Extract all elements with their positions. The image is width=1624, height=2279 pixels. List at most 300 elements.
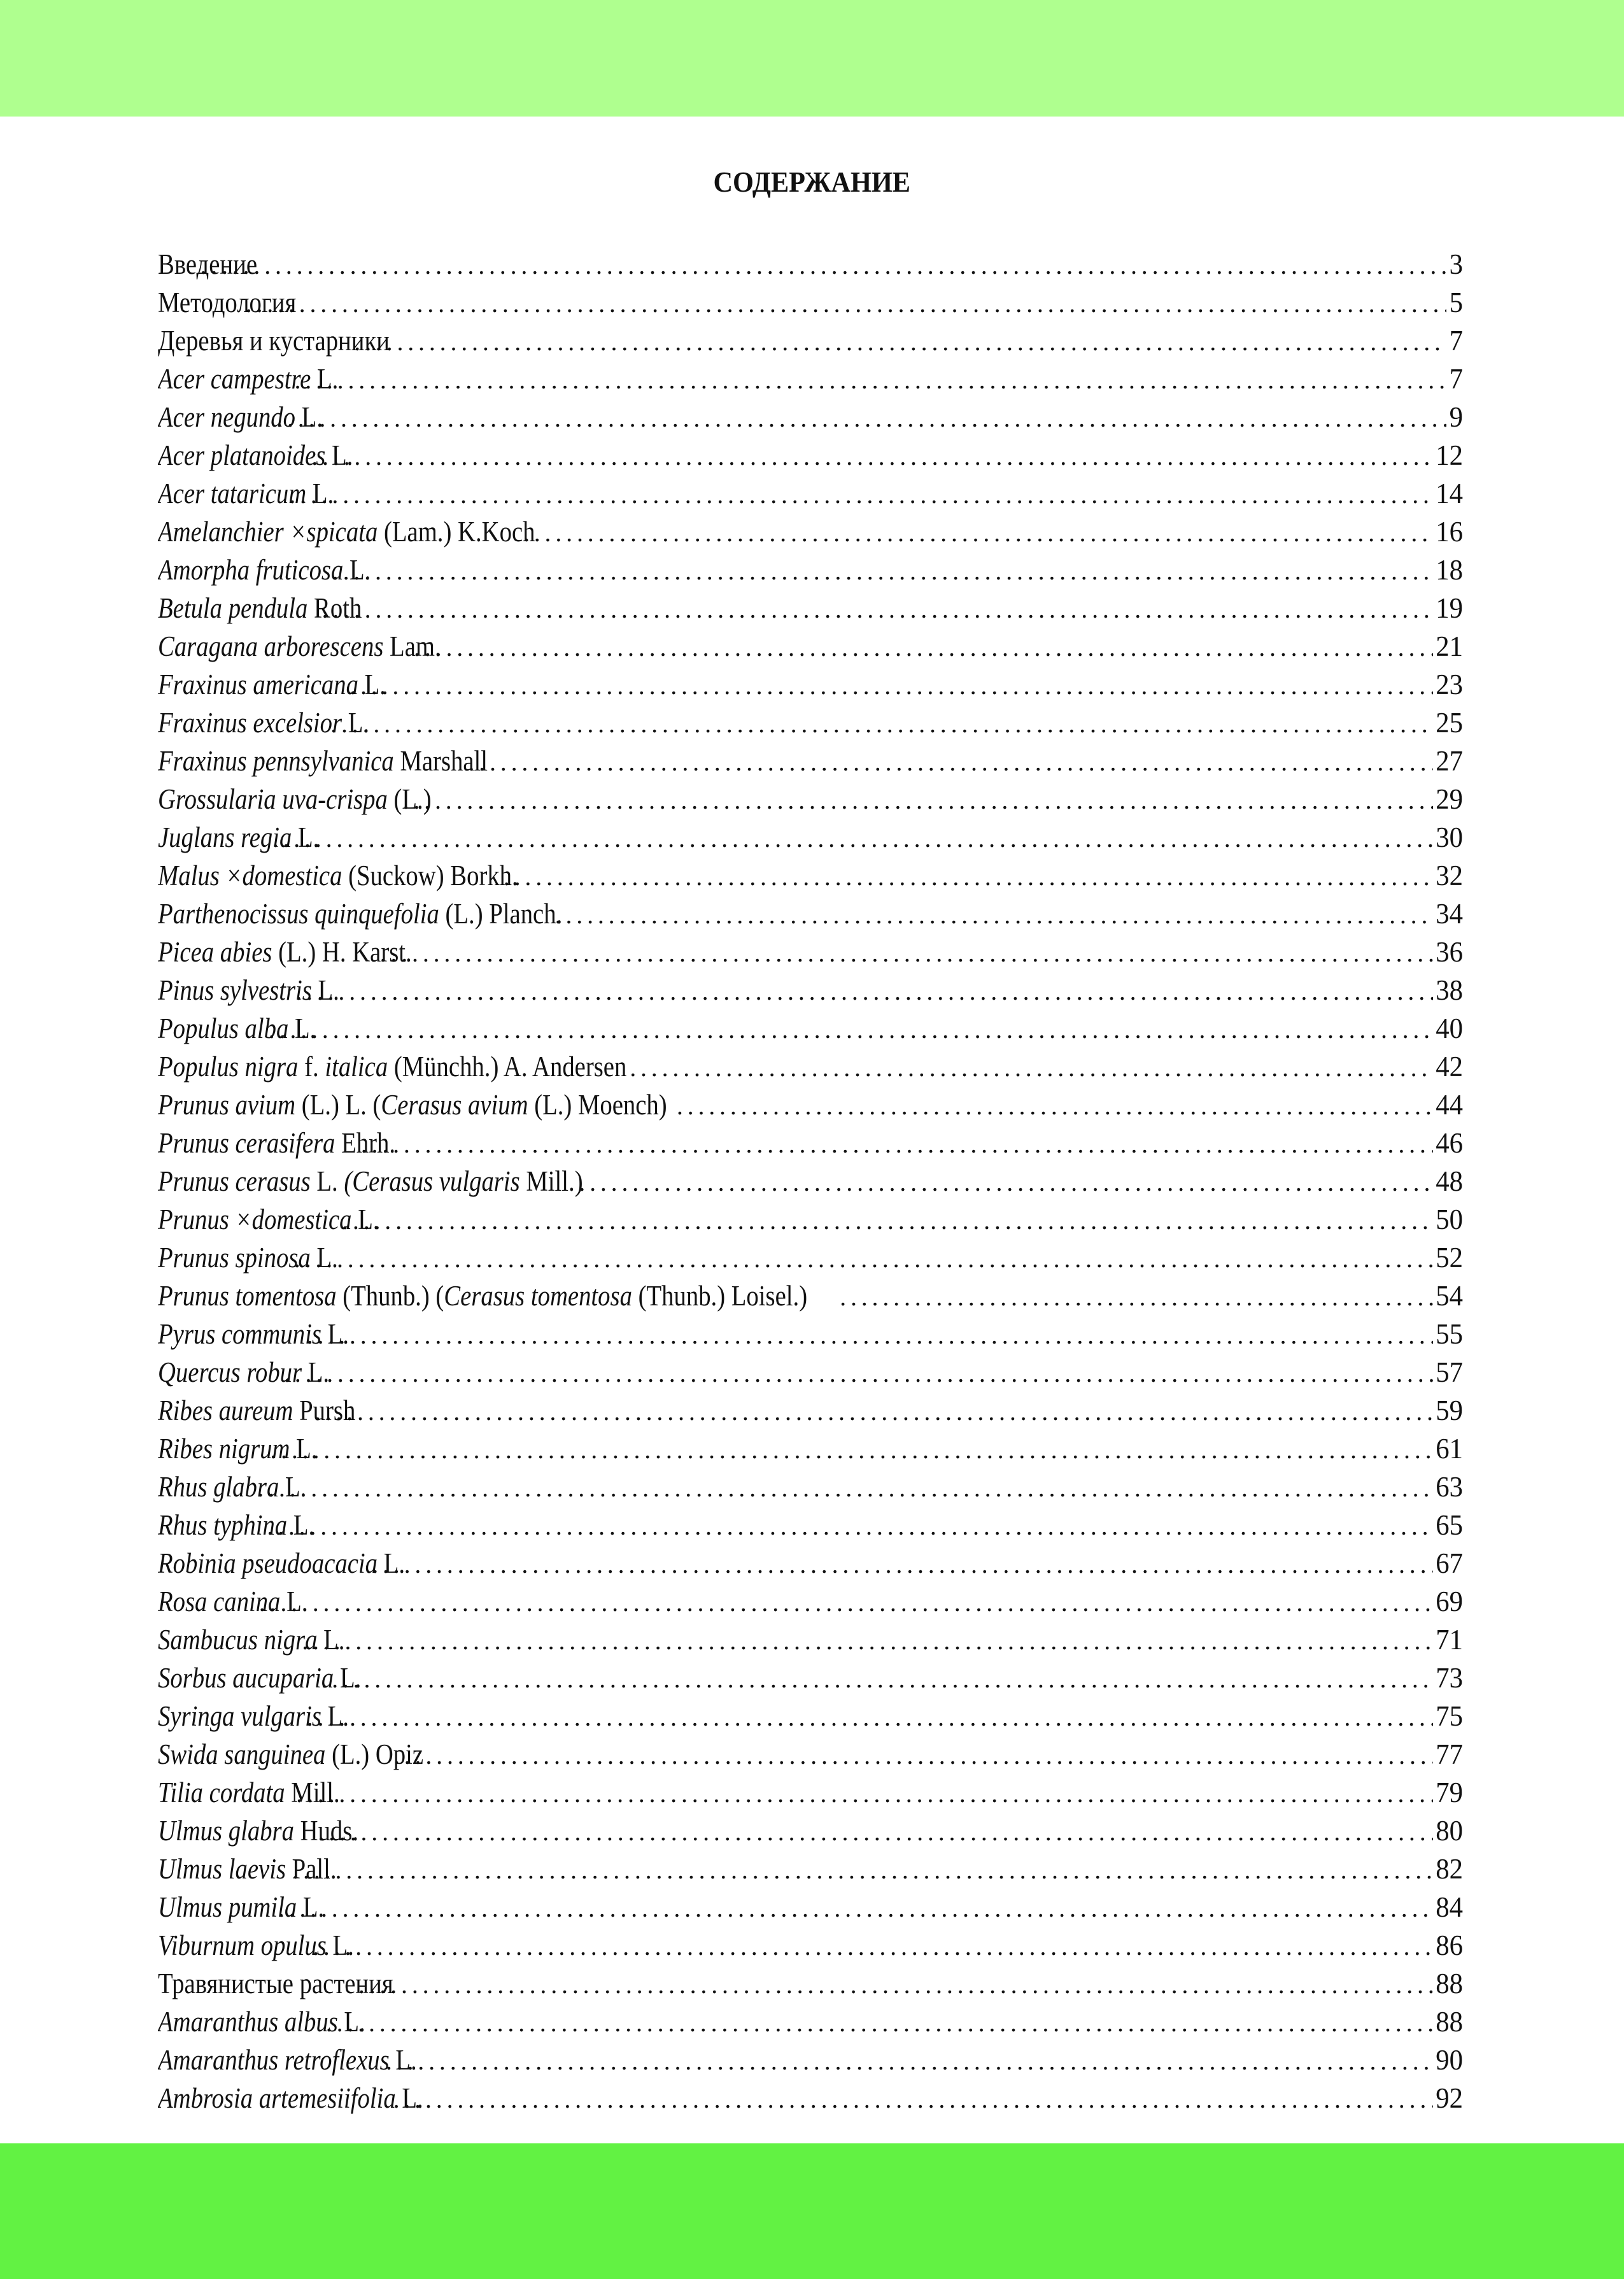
toc-entry-title — [158, 2041, 417, 2079]
toc-entry-title — [158, 1812, 358, 1850]
dot-leader — [294, 361, 1446, 398]
dot-leader — [326, 2004, 1433, 2041]
toc-entry-title — [158, 1544, 405, 1582]
dot-leader — [342, 1202, 1433, 1239]
dot-leader — [295, 972, 1433, 1009]
species-name-italic: Betula pendula — [158, 592, 308, 624]
toc-entry[interactable] — [158, 360, 1463, 398]
species-name-italic: Prunus cerasus — [158, 1165, 311, 1197]
species-name-italic: Fraxinus americana — [158, 669, 358, 700]
species-name-italic: Robinia pseudoacacia — [158, 1547, 378, 1579]
dot-leader — [307, 1698, 1433, 1735]
toc-entry[interactable] — [158, 1124, 1463, 1162]
toc-entry-title — [158, 1468, 306, 1506]
page-number: 86 — [1436, 1929, 1463, 1961]
toc-entry[interactable] — [158, 933, 1463, 971]
species-name-italic: Fraxinus pennsylvanica — [158, 745, 394, 777]
dot-leader — [246, 285, 1446, 322]
toc-entry[interactable] — [158, 589, 1463, 627]
toc-entry-title — [158, 933, 412, 971]
toc-entry[interactable] — [158, 1353, 1463, 1391]
entry-text: (L.) Planch. — [439, 898, 563, 930]
toc-entry-title — [158, 1047, 626, 1086]
species-name-italic: Viburnum opulus — [158, 1929, 327, 1961]
toc-entry-title — [158, 474, 334, 513]
dot-leader — [278, 1889, 1433, 1926]
toc-entry-title — [158, 895, 562, 933]
page-number: 90 — [1436, 2044, 1463, 2076]
dot-leader — [386, 2042, 1433, 2079]
toc-entry[interactable] — [158, 742, 1463, 780]
species-name-italic: Fraxinus excelsior — [158, 707, 342, 739]
toc-entry[interactable] — [158, 1391, 1463, 1430]
toc-entry[interactable] — [158, 1735, 1463, 1773]
dot-leader — [276, 399, 1446, 436]
species-name-italic: Sorbus aucuparia — [158, 1662, 334, 1694]
page-number: 59 — [1436, 1395, 1463, 1426]
dot-leader — [302, 1622, 1433, 1659]
species-name-italic: Tilia cordata — [158, 1777, 285, 1808]
dot-leader — [380, 934, 1433, 971]
page-number: 14 — [1436, 478, 1463, 509]
toc-entry-title — [158, 360, 338, 398]
species-name-italic: Cerasus avium — [381, 1089, 528, 1121]
page-number: 46 — [1436, 1127, 1463, 1159]
species-name-italic: Ulmus laevis — [158, 1853, 286, 1885]
page-number: 38 — [1436, 974, 1463, 1006]
toc-entry[interactable] — [158, 704, 1463, 742]
entry-text: (L.) H. Karst. — [272, 936, 412, 968]
page-number: 7 — [1449, 363, 1463, 395]
toc-entry[interactable] — [158, 1582, 1463, 1621]
page-number: 32 — [1436, 860, 1463, 891]
entry-text: L. — [389, 2044, 417, 2076]
entry-text: Huds. — [293, 1815, 359, 1847]
page-number: 77 — [1436, 1738, 1463, 1770]
page-number: 52 — [1436, 1242, 1463, 1274]
page-number: 23 — [1436, 669, 1463, 700]
toc-entry-title — [158, 1009, 316, 1047]
entry-text: Mill. — [285, 1777, 340, 1808]
species-name-italic: Sambucus nigra — [158, 1624, 318, 1656]
species-name-italic: Caragana arborescens — [158, 630, 384, 662]
toc-entry[interactable] — [158, 1315, 1463, 1353]
page-number: 71 — [1436, 1624, 1463, 1656]
dot-leader — [555, 896, 1433, 933]
page-number: 7 — [1449, 325, 1463, 357]
entry-text: L. — [288, 1012, 316, 1044]
dot-leader — [321, 1660, 1433, 1697]
dot-leader — [292, 1851, 1433, 1888]
species-name-italic: Picea abies — [158, 936, 272, 968]
page-number: 84 — [1436, 1891, 1463, 1923]
toc-entry[interactable] — [158, 780, 1463, 818]
species-name-italic: Ulmus glabra — [158, 1815, 294, 1847]
toc-entry-title — [158, 971, 339, 1009]
entry-text: (Suckow) Borkh. — [342, 860, 518, 891]
toc-entry[interactable] — [158, 2079, 1463, 2117]
dot-leader — [200, 246, 1446, 283]
toc-entry-title — [158, 1926, 354, 1964]
toc-entry[interactable] — [158, 1009, 1463, 1047]
entry-text: (Thunb.) ( — [336, 1280, 444, 1312]
toc-entry[interactable] — [158, 1162, 1463, 1200]
toc-entry-title — [158, 513, 535, 551]
entry-text: L. — [279, 1471, 307, 1503]
dot-leader — [579, 1163, 1433, 1200]
toc-entry-title — [158, 1888, 324, 1926]
page-number: 57 — [1436, 1356, 1463, 1388]
toc-entry-title — [158, 818, 319, 856]
species-name-italic: Quercus robur — [158, 1356, 302, 1388]
species-name-italic: Acer negundo — [158, 401, 296, 433]
toc-entry[interactable] — [158, 1812, 1463, 1850]
entry-text: L. — [306, 478, 334, 509]
species-name-italic: (Cerasus vulgaris — [344, 1165, 520, 1197]
entry-text: L. — [297, 1891, 325, 1923]
top-decorative-band — [0, 0, 1624, 117]
toc-entry-title — [158, 627, 441, 665]
entry-text: L. — [310, 1242, 338, 1274]
entry-text: f. — [298, 1051, 325, 1083]
species-name-italic: Ambrosia artemesiifolia — [158, 2082, 396, 2114]
entry-text: Введение — [158, 248, 257, 280]
toc-entry-title — [158, 1582, 307, 1621]
species-name-italic: Malus ×domestica — [158, 860, 342, 891]
page-number: 40 — [1436, 1012, 1463, 1044]
dot-leader — [468, 743, 1433, 780]
toc-entry-title — [158, 1200, 379, 1239]
toc-entry[interactable] — [158, 1430, 1463, 1468]
toc-entry[interactable] — [158, 1047, 1463, 1086]
page-number: 29 — [1436, 783, 1463, 815]
page-number: 42 — [1436, 1051, 1463, 1083]
toc-entry-title — [158, 1430, 317, 1468]
page-number: 3 — [1449, 248, 1463, 280]
toc-entry-title — [158, 1773, 340, 1812]
dot-leader — [332, 552, 1433, 589]
page-number: 5 — [1449, 287, 1463, 318]
dot-leader — [840, 1278, 1433, 1315]
toc-entry[interactable] — [158, 513, 1463, 551]
entry-text: Roth — [307, 592, 362, 624]
entry-text: L. — [311, 974, 339, 1006]
toc-entry[interactable] — [158, 551, 1463, 589]
page-number: 34 — [1436, 898, 1463, 930]
entry-text: L. — [317, 1624, 345, 1656]
species-name-italic: Prunus tomentosa — [158, 1280, 337, 1312]
toc-entry-title — [158, 1124, 395, 1162]
species-name-italic: Syringa vulgaris — [158, 1700, 321, 1732]
dot-leader — [393, 2080, 1433, 2117]
entry-text: L. — [321, 1318, 349, 1350]
species-name-italic: Prunus avium — [158, 1089, 296, 1121]
toc-entry[interactable] — [158, 1964, 1463, 2003]
species-name-italic: Rhus typhina — [158, 1509, 288, 1541]
toc-entry[interactable] — [158, 1200, 1463, 1239]
page-number: 44 — [1436, 1089, 1463, 1121]
toc-entry[interactable] — [158, 2003, 1463, 2041]
toc-entry[interactable] — [158, 2041, 1463, 2079]
page-number: 30 — [1436, 821, 1463, 853]
toc-entry-title — [158, 2003, 365, 2041]
entry-text: (Münchh.) A. Andersen — [388, 1051, 627, 1083]
entry-text: Методология — [158, 287, 297, 318]
toc-entry-title — [158, 322, 390, 360]
entry-text: L. — [280, 1586, 308, 1617]
page-title-text: СОДЕРЖАНИЕ — [713, 166, 911, 198]
page-number: 79 — [1436, 1777, 1463, 1808]
species-name-italic: Acer platanoides — [158, 439, 326, 471]
entry-text: (L.) — [387, 783, 432, 815]
species-name-italic: Grossularia uva-crispa — [158, 783, 388, 815]
entry-text: L. — [321, 1700, 349, 1732]
dot-leader — [677, 1087, 1433, 1124]
species-name-italic: Juglans regia — [158, 821, 292, 853]
page-number: 61 — [1436, 1433, 1463, 1465]
species-name-italic: Prunus ×domestica — [158, 1203, 352, 1235]
page-number: 50 — [1436, 1203, 1463, 1235]
entry-text: L. — [302, 1356, 330, 1388]
species-name-italic: Ribes nigrum — [158, 1433, 290, 1465]
species-name-italic: Prunus cerasifera — [158, 1127, 335, 1159]
page-number: 25 — [1436, 707, 1463, 739]
entry-text: Травянистые растения — [158, 1968, 393, 1999]
entry-text: L. — [292, 821, 320, 853]
entry-text: Lam. — [383, 630, 441, 662]
species-name-italic: Acer tataricum — [158, 478, 307, 509]
page-number: 48 — [1436, 1165, 1463, 1197]
toc-entry-title — [158, 1697, 349, 1735]
toc-entry-title — [158, 1277, 807, 1315]
page-number: 36 — [1436, 936, 1463, 968]
dot-leader — [294, 1240, 1433, 1277]
entry-text: L. — [342, 707, 370, 739]
dot-leader — [270, 1431, 1433, 1468]
toc-entry[interactable] — [158, 1544, 1463, 1582]
dot-leader — [504, 858, 1433, 895]
entry-text: L. — [351, 1203, 379, 1235]
species-name-italic: Amaranthus albus — [158, 2006, 338, 2038]
dot-leader — [314, 1393, 1433, 1430]
dot-leader — [523, 514, 1433, 551]
toc-entry-title — [158, 1964, 393, 2003]
toc-entry-title — [158, 780, 432, 818]
toc-entry-title — [158, 1621, 344, 1659]
page-number: 27 — [1436, 745, 1463, 777]
species-name-italic: Cerasus tomentosa — [444, 1280, 632, 1312]
toc-entry-title — [158, 1850, 337, 1888]
toc-entry-title — [158, 1315, 349, 1353]
species-name-italic: Pinus sylvestris — [158, 974, 312, 1006]
entry-text: L. — [310, 1165, 344, 1197]
entry-text: L. — [290, 1433, 318, 1465]
page-number: 12 — [1436, 439, 1463, 471]
dot-leader — [330, 705, 1433, 742]
bottom-decorative-band — [0, 2143, 1624, 2279]
species-name-italic: Rhus glabra — [158, 1471, 279, 1503]
entry-text: L. — [334, 1662, 362, 1694]
page-number: 80 — [1436, 1815, 1463, 1847]
toc-entry-title — [158, 665, 386, 704]
dot-leader — [361, 1125, 1433, 1162]
toc-entry-title — [158, 1239, 338, 1277]
toc-entry-title — [158, 398, 323, 436]
toc-entry[interactable] — [158, 283, 1463, 322]
species-name-italic: Acer campestre — [158, 363, 311, 395]
entry-text: (L.) L. ( — [295, 1089, 381, 1121]
species-name-italic: Amorpha fruticosa — [158, 554, 344, 586]
toc-entry[interactable] — [158, 398, 1463, 436]
entry-text: L. — [311, 363, 339, 395]
toc-entry[interactable] — [158, 895, 1463, 933]
entry-text: L. — [358, 669, 386, 700]
dot-leader — [257, 1469, 1433, 1506]
dot-leader — [289, 476, 1433, 513]
toc-entry[interactable] — [158, 245, 1463, 283]
toc-entry[interactable] — [158, 1468, 1463, 1506]
toc-entry[interactable] — [158, 1277, 1463, 1315]
toc-entry[interactable] — [158, 474, 1463, 513]
toc-entry[interactable] — [158, 1239, 1463, 1277]
page-number: 9 — [1449, 401, 1463, 433]
toc-entry[interactable] — [158, 1697, 1463, 1735]
toc-entry-title — [158, 551, 371, 589]
toc-entry[interactable] — [158, 436, 1463, 474]
dot-leader — [307, 1316, 1433, 1353]
page-number: 67 — [1436, 1547, 1463, 1579]
entry-text: Ehrh. — [335, 1127, 395, 1159]
toc-entry-title — [158, 1506, 314, 1544]
dot-leader — [630, 1049, 1433, 1086]
dot-leader — [350, 667, 1433, 704]
page-number: 21 — [1436, 630, 1463, 662]
toc-entry-title — [158, 245, 257, 283]
species-name-italic: Swida sanguinea — [158, 1738, 326, 1770]
dot-leader — [259, 1584, 1433, 1621]
entry-text: Marshall — [393, 745, 488, 777]
toc-entry[interactable] — [158, 856, 1463, 895]
dot-leader — [414, 628, 1433, 665]
toc-entry[interactable] — [158, 1506, 1463, 1544]
page-number: 18 — [1436, 554, 1463, 586]
dot-leader — [372, 1545, 1433, 1582]
toc-entry-title — [158, 742, 488, 780]
entry-text: (L.) Opiz — [325, 1738, 424, 1770]
page-number: 92 — [1436, 2082, 1463, 2114]
table-of-contents — [158, 245, 1463, 2117]
species-name-italic: Amelanchier ×spicata — [158, 516, 378, 548]
species-name-italic: Pyrus communis — [158, 1318, 321, 1350]
entry-text: L. — [295, 401, 323, 433]
entry-text: L. — [325, 439, 353, 471]
toc-entry[interactable] — [158, 665, 1463, 704]
entry-text: Деревья и кустарники — [158, 325, 390, 357]
entry-text: (L.) Moench) — [528, 1089, 667, 1121]
entry-text: L. — [337, 2006, 365, 2038]
toc-entry-title — [158, 1391, 355, 1430]
toc-entry-title — [158, 1086, 667, 1124]
toc-entry-title — [158, 436, 353, 474]
species-name-italic: Prunus spinosa — [158, 1242, 311, 1274]
toc-entry-title — [158, 283, 296, 322]
toc-entry-title — [158, 1735, 423, 1773]
species-name-italic: Parthenocissus quinquefolia — [158, 898, 439, 930]
toc-entry[interactable] — [158, 1659, 1463, 1697]
toc-entry[interactable] — [158, 1773, 1463, 1812]
page-number: 19 — [1436, 592, 1463, 624]
species-name-italic: Rosa canina — [158, 1586, 281, 1617]
dot-leader — [272, 820, 1433, 856]
entry-text: (Thunb.) Loisel.) — [632, 1280, 808, 1312]
page-number: 88 — [1436, 1968, 1463, 1999]
page-number: 75 — [1436, 1700, 1463, 1732]
dot-leader — [354, 323, 1446, 360]
toc-entry[interactable] — [158, 322, 1463, 360]
dot-leader — [318, 1813, 1433, 1850]
toc-entry[interactable] — [158, 1086, 1463, 1124]
dot-leader — [321, 590, 1433, 627]
toc-entry-title — [158, 1659, 361, 1697]
entry-text: L. — [343, 554, 371, 586]
toc-entry[interactable] — [158, 1621, 1463, 1659]
entry-text: Mill.) — [519, 1165, 583, 1197]
toc-entry[interactable] — [158, 1850, 1463, 1888]
dot-leader — [296, 1775, 1433, 1812]
page-number: 88 — [1436, 2006, 1463, 2038]
page-number: 63 — [1436, 1471, 1463, 1503]
dot-leader — [267, 1507, 1433, 1544]
species-name-italic: Populus alba — [158, 1012, 289, 1044]
entry-text: L. — [326, 1929, 354, 1961]
page-number: 69 — [1436, 1586, 1463, 1617]
page-number: 55 — [1436, 1318, 1463, 1350]
page-number: 16 — [1436, 516, 1463, 548]
dot-leader — [358, 1966, 1433, 2003]
toc-entry[interactable] — [158, 1926, 1463, 1964]
toc-entry[interactable] — [158, 818, 1463, 856]
dot-leader — [311, 437, 1433, 474]
toc-entry-title — [158, 589, 362, 627]
toc-entry-title — [158, 2079, 423, 2117]
entry-text: L. — [287, 1509, 315, 1541]
toc-entry-title — [158, 704, 369, 742]
toc-entry-title — [158, 1353, 329, 1391]
species-name-italic: italica — [325, 1051, 388, 1083]
entry-text: L. — [378, 1547, 406, 1579]
toc-entry[interactable] — [158, 627, 1463, 665]
dot-leader — [403, 781, 1433, 818]
species-name-italic: Populus nigra — [158, 1051, 299, 1083]
entry-text: L. — [395, 2082, 423, 2114]
species-name-italic: Amaranthus retroflexus — [158, 2044, 390, 2076]
toc-entry[interactable] — [158, 1888, 1463, 1926]
entry-text: Pursh — [293, 1395, 356, 1426]
dot-leader — [393, 1736, 1433, 1773]
page-number: 54 — [1436, 1280, 1463, 1312]
entry-text: Pall. — [286, 1853, 337, 1885]
dot-leader — [284, 1354, 1433, 1391]
dot-leader — [269, 1011, 1433, 1047]
page-number: 65 — [1436, 1509, 1463, 1541]
toc-entry-title — [158, 1162, 583, 1200]
entry-text: (Lam.) K.Koch — [378, 516, 535, 548]
toc-entry[interactable] — [158, 971, 1463, 1009]
dot-leader — [313, 1928, 1433, 1964]
page-title — [0, 164, 1624, 200]
species-name-italic: Ribes aureum — [158, 1395, 293, 1426]
toc-entry-title — [158, 856, 518, 895]
